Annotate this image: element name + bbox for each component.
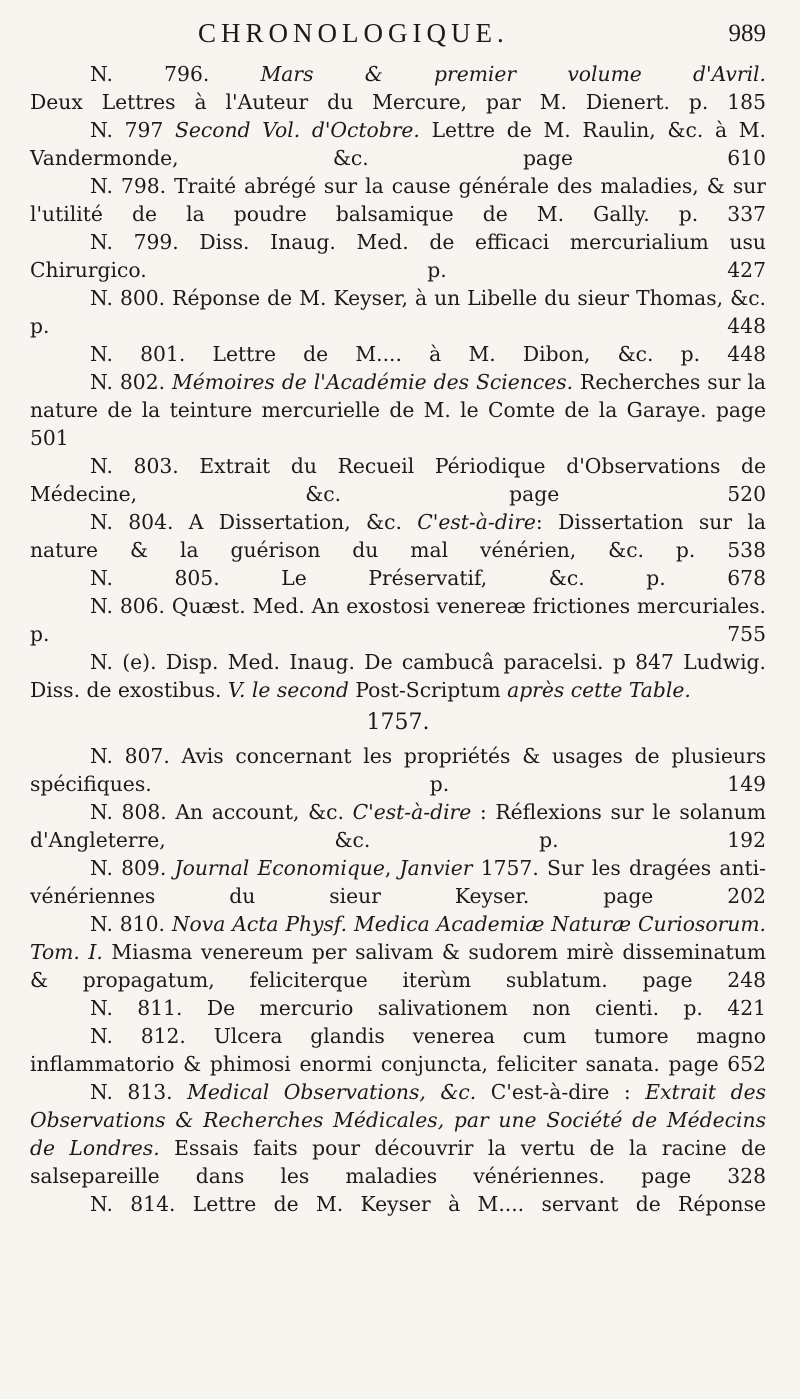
entry-text: Deux Lettres à l'Auteur du Mercure, par M. Dienert. p. 185 (30, 90, 766, 114)
entry (30, 1022, 766, 1078)
entry (30, 994, 766, 1022)
entry-text: N. 806. Quæst. Med. An exostosi venereæ frictiones mercuriales. p. 755 (30, 594, 766, 646)
running-title: CHRONOLOGIQUE. (198, 18, 509, 48)
year-heading: 1757. (366, 710, 430, 735)
entry-text: Essais faits pour découvrir la vertu de la racine de salsepareille dans les maladies vénériennes. page 328 (30, 1136, 766, 1188)
entry (30, 284, 766, 340)
entry-italic-text: Janvier (399, 856, 473, 880)
entry-text: N. 799. Diss. Inaug. Med. de efficaci mercurialium usu Chirurgico. p. 427 (30, 230, 766, 282)
entry-text: N. 812. Ulcera glandis venerea cum tumore magno inflammatorio & phimosi enormi conjuncta, feliciter sanata. page 652 (30, 1024, 766, 1076)
entry-text: : Dissertation sur la nature & la guérison du mal vénérien, &c. p. 538 (30, 510, 767, 562)
entry-text: Miasma venereum per salivam & sudorem mirè disseminatum & propagatum, feliciterque iterùm sublatum. page 248 (30, 940, 767, 992)
entry (30, 798, 766, 854)
entry-italic-text: Nova Acta Physf. Medica Academiæ Naturæ Curiosorum. Tom. I. (30, 912, 767, 964)
page-number: 989 (728, 20, 766, 47)
entry-text: C'est-à-dire : (476, 1080, 646, 1104)
entry-text: N. 797 (90, 118, 176, 142)
entry-text: Recherches sur la nature de la teinture mercurielle de M. le Comte de la Garaye. page 501 (30, 370, 766, 450)
entry-text: : Réflexions sur le solanum d'Angleterre, &c. p. 192 (30, 800, 766, 852)
entry (30, 742, 766, 798)
entry (30, 116, 766, 172)
page-header (30, 18, 766, 58)
entry (30, 1078, 766, 1190)
entry-text: N. 814. Lettre de M. Keyser à M.... servant de Réponse (90, 1192, 766, 1216)
entry-text: , (384, 856, 400, 880)
entry (30, 228, 766, 284)
entry (30, 60, 766, 88)
entry-italic-text: Journal Economique (174, 856, 385, 880)
entry-italic-text: C'est-à-dire (417, 510, 536, 534)
entry-text: N. 800. Réponse de M. Keyser, à un Libelle du sieur Thomas, &c. p. 448 (30, 286, 766, 338)
chronological-entries (30, 60, 766, 1218)
entry-text: N. 803. Extrait du Recueil Périodique d'Observations de Médecine, &c. page 520 (30, 454, 766, 506)
entry-text: N. 809. (90, 856, 175, 880)
entry-text: N. 798. Traité abrégé sur la cause générale des maladies, & sur l'utilité de la poudre balsamique de M. Gally. p. 337 (30, 174, 766, 226)
entry (30, 508, 766, 564)
entry-italic-text: Second Vol. d'Octobre. (175, 118, 420, 142)
entry (30, 564, 766, 592)
entry-text: N. 810. (90, 912, 172, 936)
entry (30, 1190, 766, 1218)
entry (30, 368, 766, 452)
entry-text: N. 811. De mercurio salivationem non cienti. p. 421 (90, 996, 766, 1020)
entry-italic-text: V. le second (227, 678, 349, 702)
entry-italic-text: C'est-à-dire (352, 800, 472, 824)
entry-text: N. 805. Le Préservatif, &c. p. 678 (90, 566, 766, 590)
entry-text: N. (e). Disp. Med. Inaug. De cambucâ paracelsi. p 847 Ludwig. Diss. de exostibus. (30, 650, 766, 702)
entry (30, 88, 766, 116)
entry (30, 592, 766, 648)
entry-text: N. 804. A Dissertation, &c. (90, 510, 418, 534)
entry-text: N. 807. Avis concernant les propriétés & usages de plusieurs spécifiques. p. 149 (30, 744, 766, 796)
entry (30, 452, 766, 508)
entry-italic-text: Medical Observations, &c. (187, 1080, 477, 1104)
entry-italic-text: Extrait des Observations & Recherches Médicales, par une Société de Médecins de Londres. (30, 1080, 766, 1160)
entry-text: N. 796. (90, 62, 261, 86)
entry-text: Post-Scriptum (348, 678, 508, 702)
entry (30, 910, 766, 994)
entry (30, 854, 766, 910)
entry (30, 648, 766, 704)
entry (30, 172, 766, 228)
entry-italic-text: Mars & premier volume d'Avril. (260, 62, 766, 86)
entry-italic-text: après cette Table. (507, 678, 691, 702)
entry-text: N. 801. Lettre de M.... à M. Dibon, &c. p. 448 (90, 342, 766, 366)
entry (30, 340, 766, 368)
entry-text: Lettre de M. Raulin, &c. à M. Vandermonde, &c. page 610 (30, 118, 766, 170)
entry-italic-text: Mémoires de l'Académie des Sciences. (172, 370, 574, 394)
entry-text: N. 813. (90, 1080, 188, 1104)
entry-text: N. 808. An account, &c. (90, 800, 353, 824)
entry-text: 1757. Sur les dragées anti-vénériennes du sieur Keyser. page 202 (30, 856, 766, 908)
entry-text: N. 802. (90, 370, 173, 394)
